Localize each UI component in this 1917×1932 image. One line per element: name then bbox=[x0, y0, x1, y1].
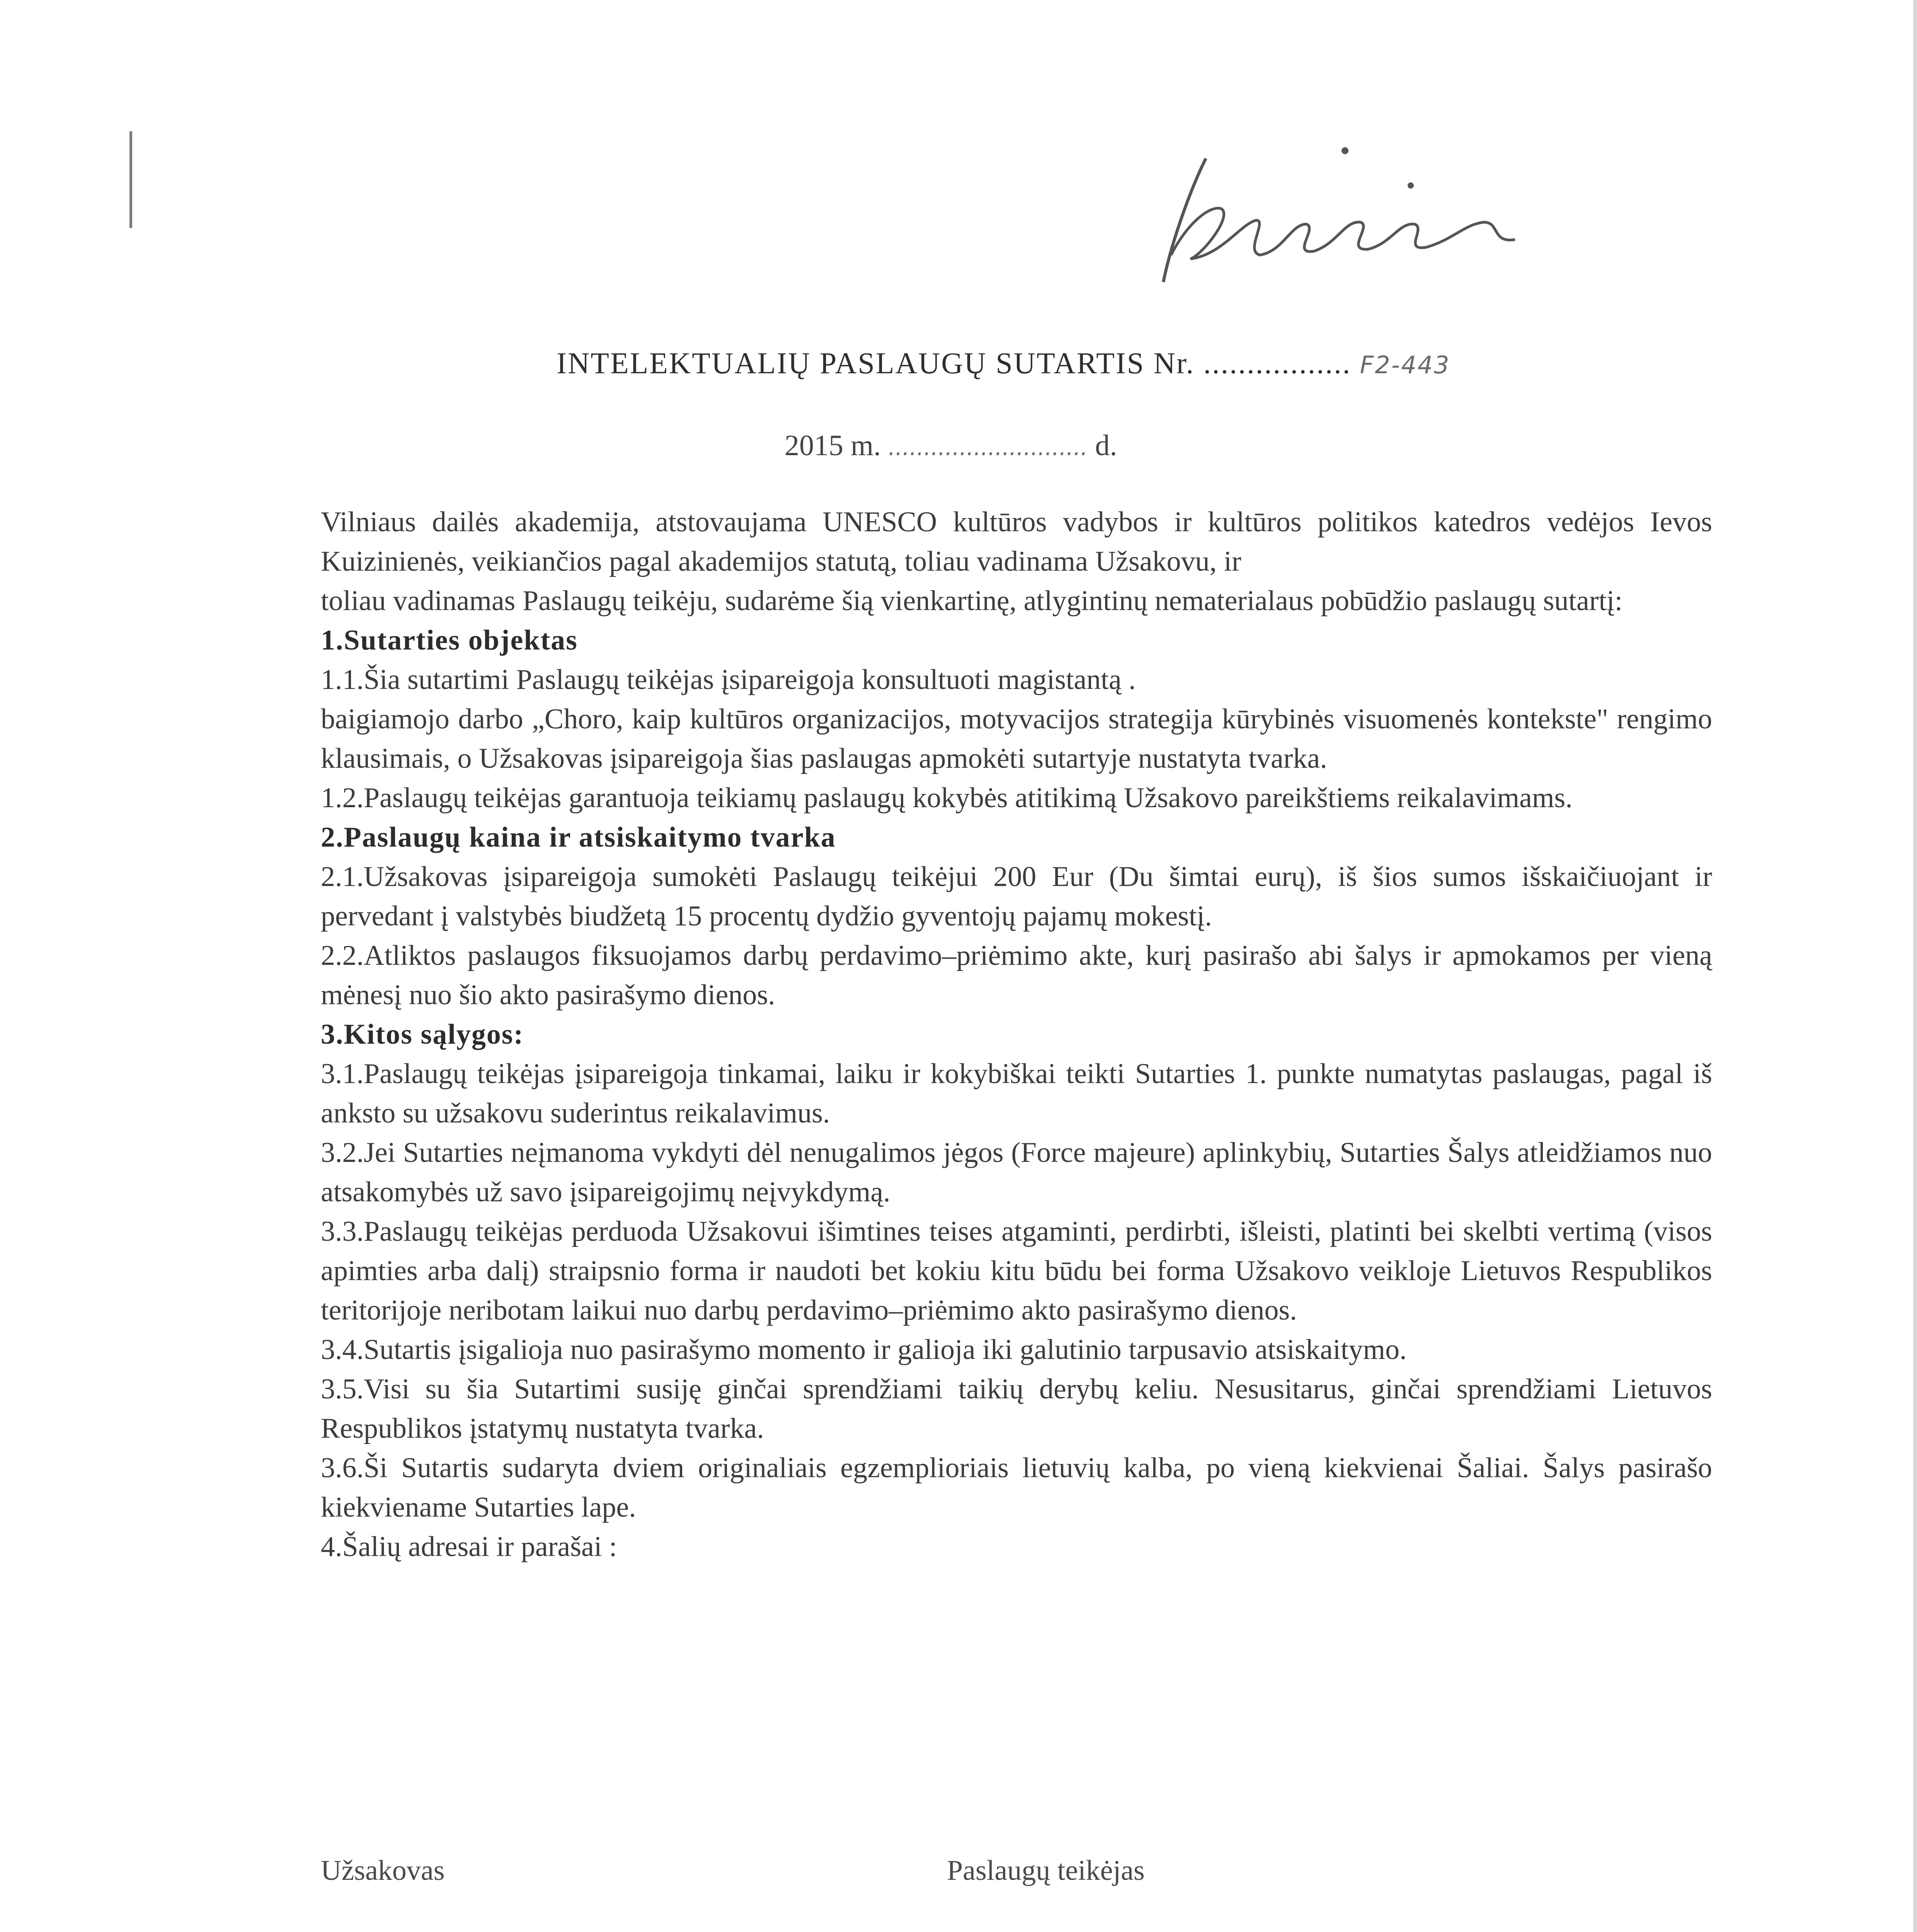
intro-paragraph: toliau vadinamas Paslaugų teikėju, sudarėme šią vienkartinę, atlygintinų nematerialaus pobūdžio paslaugų sutartį: bbox=[321, 585, 1623, 617]
top-handwritten-signature bbox=[1144, 128, 1554, 290]
section-heading: 4.Šalių adresai ir parašai : bbox=[321, 1531, 617, 1563]
clause: 1.2.Paslaugų teikėjas garantuoja teikiamų paslaugų kokybės atitikimą Užsakovo pareikštiems reikalavimams. bbox=[321, 782, 1573, 814]
clause: baigiamojo darbo „Choro, kaip kultūros organizacijos, motyvacijos strategija kūrybinės visuomenės kontekste" rengimo klausimais, o Užsakovas įsipareigoja šias paslaugas apmokėti sutartyje nustatyta tvarka. bbox=[321, 703, 1712, 774]
clause: 3.4.Sutartis įsigalioja nuo pasirašymo momento ir galioja iki galutinio tarpusavio atsiskaitymo. bbox=[321, 1334, 1407, 1366]
clause: 3.5.Visi su šia Sutartimi susiję ginčai sprendžiami taikių derybų keliu. Nesusitarus, ginčai sprendžiami Lietuvos Respublikos įstatymų nustatyta tvarka. bbox=[321, 1373, 1712, 1444]
section-heading: 2.Paslaugų kaina ir atsiskaitymo tvarka bbox=[321, 821, 836, 853]
party-customer-label: Užsakovas bbox=[321, 1855, 445, 1886]
party-provider-label: Paslaugų teikėjas bbox=[947, 1855, 1145, 1886]
intro-paragraph: Vilniaus dailės akademija, atstovaujama UNESCO kultūros vadybos ir kultūros politikos katedros vedėjos Ievos Kuizinienės, veikiančios pagal akademijos statutą, toliau vadinama Užsakovu, ir bbox=[321, 506, 1712, 577]
scan-right-edge bbox=[1913, 0, 1917, 1932]
contract-number-blank: ................. bbox=[1203, 346, 1352, 380]
clause: 2.2.Atliktos paslaugos fiksuojamos darbų perdavimo–priėmimo akte, kurį pasirašo abi šalys ir apmokamos per vieną mėnesį nuo šio akto pasirašymo dienos. bbox=[321, 940, 1712, 1011]
date-suffix: d. bbox=[1095, 429, 1117, 462]
contract-title-text: INTELEKTUALIŲ PASLAUGŲ SUTARTIS Nr. bbox=[557, 346, 1195, 380]
contract-date-line bbox=[785, 429, 1117, 463]
section-heading: 1.Sutarties objektas bbox=[321, 624, 578, 656]
contract-title bbox=[557, 346, 1450, 381]
clause: 3.6.Ši Sutartis sudaryta dviem originaliais egzemplioriais lietuvių kalba, po vieną kiekvienai Šaliai. Šalys pasirašo kiekviename Sutarties lape. bbox=[321, 1452, 1712, 1523]
contract-number-handwritten: F2-443 bbox=[1360, 351, 1451, 379]
scan-edge-mark bbox=[129, 131, 132, 228]
clause: 3.1.Paslaugų teikėjas įsipareigoja tinkamai, laiku ir kokybiškai teikti Sutarties 1. punkte numatytas paslaugas, pagal iš anksto su užsakovu suderintus reikalavimus. bbox=[321, 1058, 1712, 1129]
clause: 2.1.Užsakovas įsipareigoja sumokėti Paslaugų teikėjui 200 Eur (Du šimtai eurų), iš šios sumos išskaičiuojant ir pervedant į valstybės biudžetą 15 procentų dydžio gyventojų pajamų mokestį. bbox=[321, 861, 1712, 932]
clause: 1.1.Šia sutartimi Paslaugų teikėjas įsipareigoja konsultuoti magistantą . bbox=[321, 664, 1136, 696]
contract-body bbox=[321, 502, 1712, 1566]
date-year: 2015 m. bbox=[785, 429, 881, 462]
section-heading: 3.Kitos sąlygos: bbox=[321, 1019, 524, 1050]
date-handwritten: ............................ bbox=[888, 434, 1088, 461]
clause: 3.3.Paslaugų teikėjas perduoda Užsakovui išimtines teises atgaminti, perdirbti, išleisti, platinti bei skelbti vertimą (visos apimties arba dalį) straipsnio forma ir naudoti bet kokiu kitu būdu bei forma Užsakovo veikloje Lietuvos Respublikos teritorijoje neribotam laikui nuo darbų perdavimo–priėmimo akto pasirašymo dienos. bbox=[321, 1216, 1712, 1326]
clause: 3.2.Jei Sutarties neįmanoma vykdyti dėl nenugalimos jėgos (Force majeure) aplinkybių, Sutarties Šalys atleidžiamos nuo atsakomybės už savo įsipareigojimų neįvykdymą. bbox=[321, 1137, 1712, 1208]
